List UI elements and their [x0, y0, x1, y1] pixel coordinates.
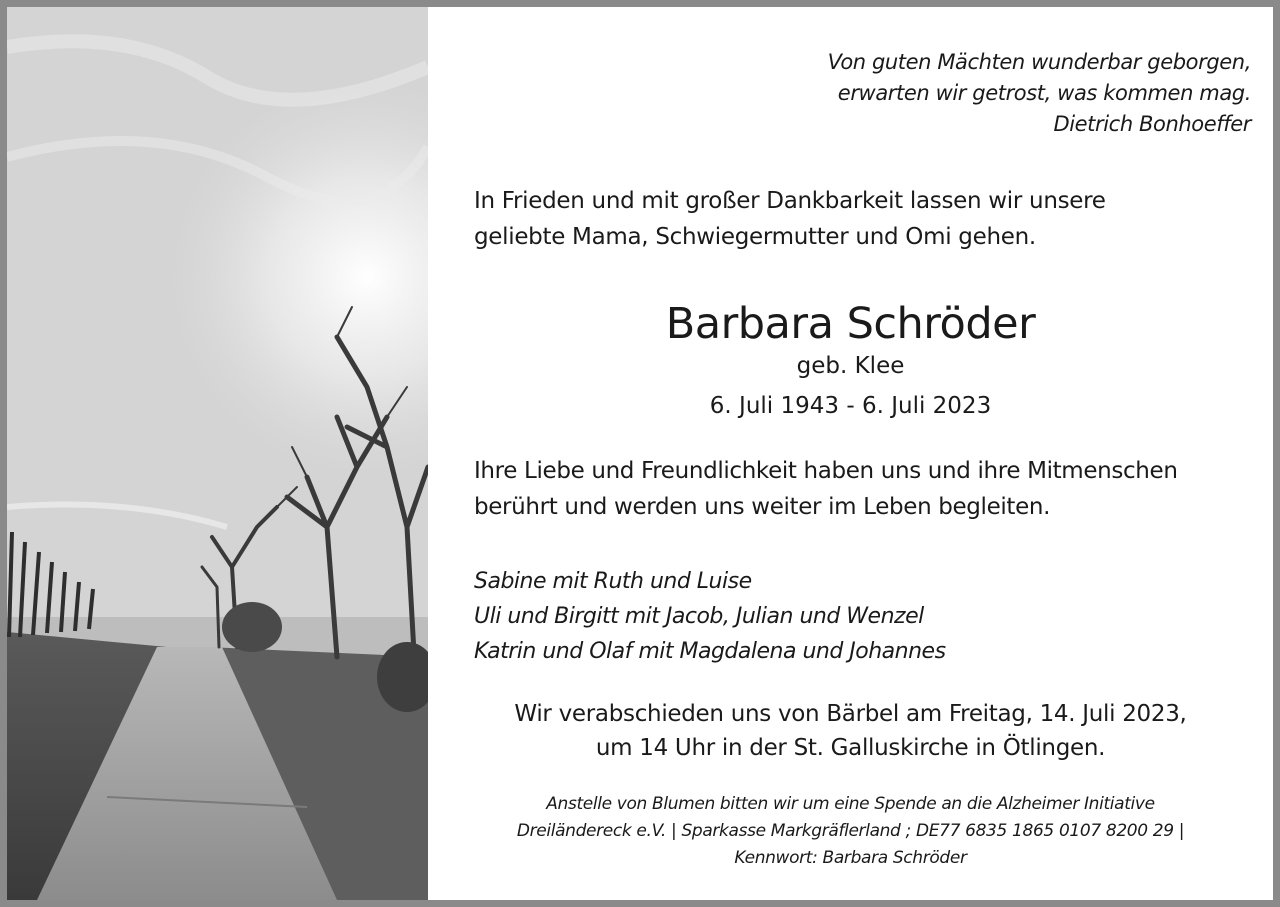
quote-line-2: erwarten wir getrost, was kommen mag. [837, 81, 1251, 105]
tribute-line-2: berührt und werden uns weiter im Leben begleiten. [474, 494, 1051, 520]
donation-line-2: Dreiländereck e.V. | Sparkasse Markgräflerland ; DE77 6835 1865 0107 8200 29 | [516, 821, 1185, 841]
tribute-text [474, 453, 1178, 525]
obituary-notice [7, 7, 1273, 900]
bonhoeffer-quote [828, 47, 1251, 140]
survivor-line: Uli und Birgitt mit Jacob, Julian und Wenzel [474, 604, 924, 629]
farewell-line-2: um 14 Uhr in der St. Galluskirche in Ötlingen. [595, 735, 1106, 761]
quote-line-1: Von guten Mächten wunderbar geborgen, [827, 50, 1251, 74]
quote-author: Dietrich Bonhoeffer [1053, 112, 1251, 136]
donation-line-3: Kennwort: Barbara Schröder [734, 848, 967, 868]
survivor-line: Sabine mit Ruth und Luise [474, 569, 752, 594]
donation-request [428, 791, 1273, 872]
maiden-name: geb. Klee [796, 353, 905, 379]
notice-text-column [428, 7, 1273, 900]
survivor-line: Katrin und Olaf mit Magdalena und Johannes [474, 639, 946, 664]
tribute-line-1: Ihre Liebe und Freundlichkeit haben uns und ihre Mitmenschen [474, 458, 1178, 484]
deceased-name: Barbara Schröder [665, 299, 1036, 349]
intro-line-2: geliebte Mama, Schwiegermutter und Omi gehen. [474, 224, 1036, 250]
farewell-line-1: Wir verabschieden uns von Bärbel am Freitag, 14. Juli 2023, [514, 701, 1187, 727]
intro-text [474, 183, 1106, 255]
funeral-announcement [428, 697, 1273, 765]
landscape-photo [7, 7, 428, 900]
life-dates: 6. Juli 1943 - 6. Juli 2023 [709, 393, 992, 419]
path-with-trees-image [7, 7, 428, 900]
donation-line-1: Anstelle von Blumen bitten wir um eine Spende an die Alzheimer Initiative [546, 794, 1155, 814]
intro-line-1: In Frieden und mit großer Dankbarkeit lassen wir unsere [474, 188, 1106, 214]
survivors-list [474, 564, 946, 669]
